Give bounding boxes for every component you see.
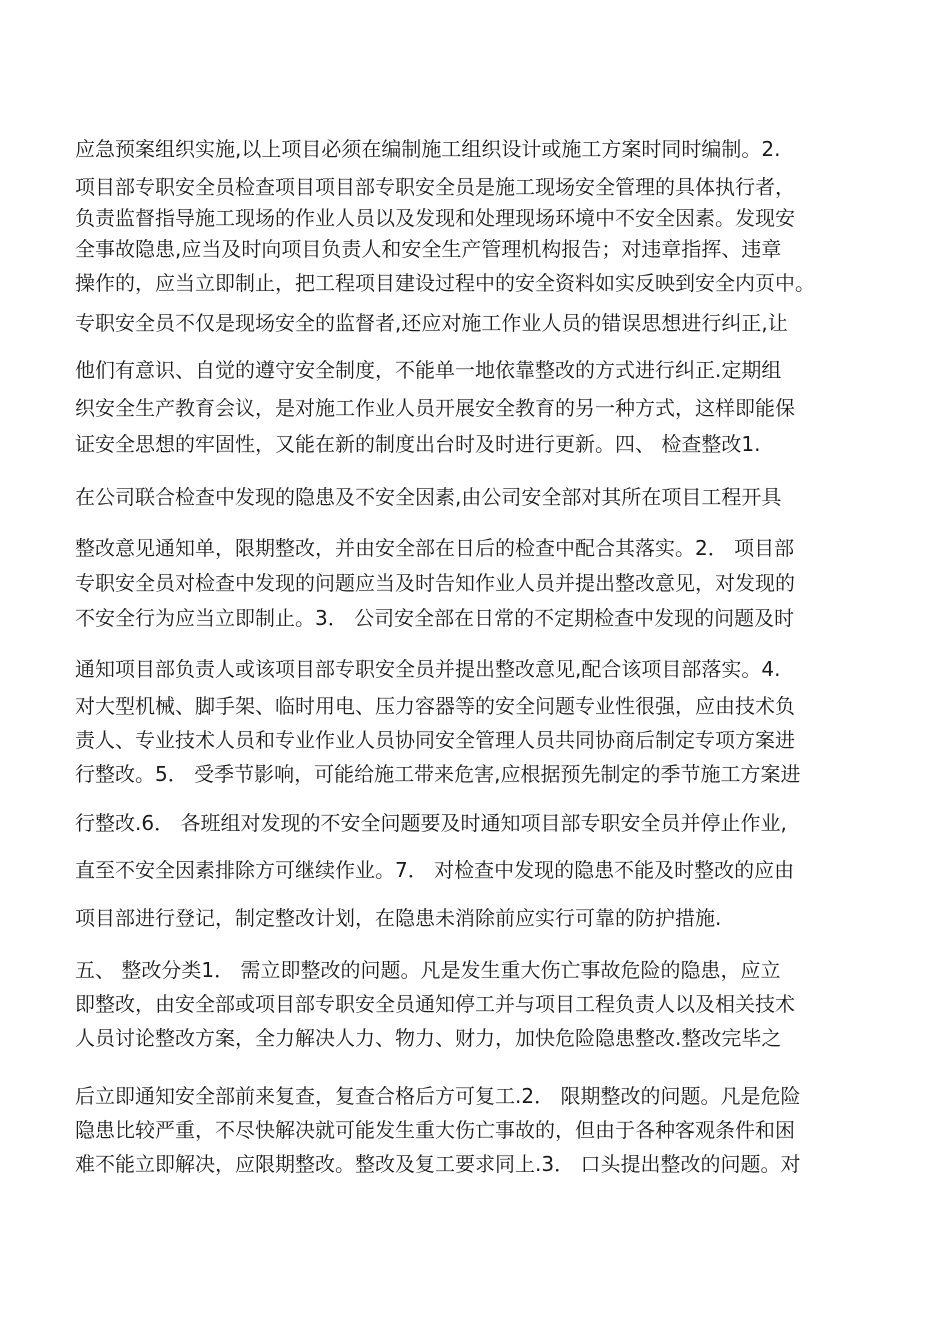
text-line-22: 即整改，由安全部或项目部专职安全员通知停工并与项目工程负责人以及相关技术 — [75, 992, 795, 1016]
text-line-15: 对大型机械、脚手架、临时用电、压力容器等的安全问题专业性很强，应由技术负 — [75, 694, 795, 718]
text-line-18: 行整改.6． 各班组对发现的不安全问题要及时通知项目部专职安全员并停止作业, — [75, 811, 787, 835]
text-line-6: 专职安全员不仅是现场安全的监督者,还应对施工作业人员的错误思想进行纠正,让 — [75, 311, 788, 335]
text-line-8: 织安全生产教育会议，是对施工作业人员开展安全教育的另一种方式，这样即能保 — [75, 396, 795, 420]
text-line-2: 项目部专职安全员检查项目项目部专职安全员是施工现场安全管理的具体执行者， — [75, 175, 795, 199]
text-line-4: 全事故隐患,应当及时向项目负责人和安全生产管理机构报告；对违章指挥、违章 — [75, 237, 782, 261]
text-line-23: 人员讨论整改方案，全力解决人力、物力、财力，加快危险隐患整改.整改完毕之 — [75, 1026, 782, 1050]
text-line-19: 直至不安全因素排除方可继续作业。7． 对检查中发现的隐患不能及时整改的应由 — [75, 858, 795, 882]
text-line-16: 责人、专业技术人员和专业作业人员协同安全管理人员共同协商后制定专项方案进 — [75, 728, 795, 752]
text-line-5: 操作的，应当立即制止，把工程项目建设过程中的安全资料如实反映到安全内页中。 — [75, 271, 815, 295]
text-line-1: 应急预案组织实施,以上项目必须在编制施工组织设计或施工方案时同时编制。2. — [75, 137, 781, 161]
text-line-9: 证安全思想的牢固性，又能在新的制度出台时及时进行更新。四、 检查整改1. — [75, 432, 761, 456]
text-line-17: 行整改。5． 受季节影响，可能给施工带来危害,应根据预先制定的季节施工方案进 — [75, 762, 801, 786]
text-line-12: 专职安全员对检查中发现的问题应当及时告知作业人员并提出整改意见，对发现的 — [75, 571, 795, 595]
text-line-7: 他们有意识、自觉的遵守安全制度，不能单一地依靠整改的方式进行纠正.定期组 — [75, 358, 782, 382]
text-line-14: 通知项目部负责人或该项目部专职安全员并提出整改意见,配合该项目部落实。4. — [75, 657, 781, 681]
text-line-21: 五、 整改分类1． 需立即整改的问题。凡是发生重大伤亡事故危险的隐患，应立 — [75, 958, 781, 982]
text-line-10: 在公司联合检查中发现的隐患及不安全因素,由公司安全部对其所在项目工程开具 — [75, 485, 782, 509]
text-line-26: 难不能立即解决，应限期整改。整改及复工要求同上.3． 口头提出整改的问题。对 — [75, 1152, 801, 1176]
text-line-24: 后立即通知安全部前来复查，复查合格后方可复工.2． 限期整改的问题。凡是危险 — [75, 1084, 801, 1108]
text-line-3: 负责监督指导施工现场的作业人员以及发现和处理现场环境中不安全因素。发现安 — [75, 206, 795, 230]
text-line-11: 整改意见通知单，限期整改，并由安全部在日后的检查中配合其落实。2． 项目部 — [75, 536, 795, 560]
text-line-25: 隐患比较严重，不尽快解决就可能发生重大伤亡事故的，但由于各种客观条件和困 — [75, 1118, 795, 1142]
text-line-13: 不安全行为应当立即制止。3． 公司安全部在日常的不定期检查中发现的问题及时 — [75, 606, 795, 630]
text-line-20: 项目部进行登记，制定整改计划，在隐患未消除前应实行可靠的防护措施. — [75, 906, 722, 930]
